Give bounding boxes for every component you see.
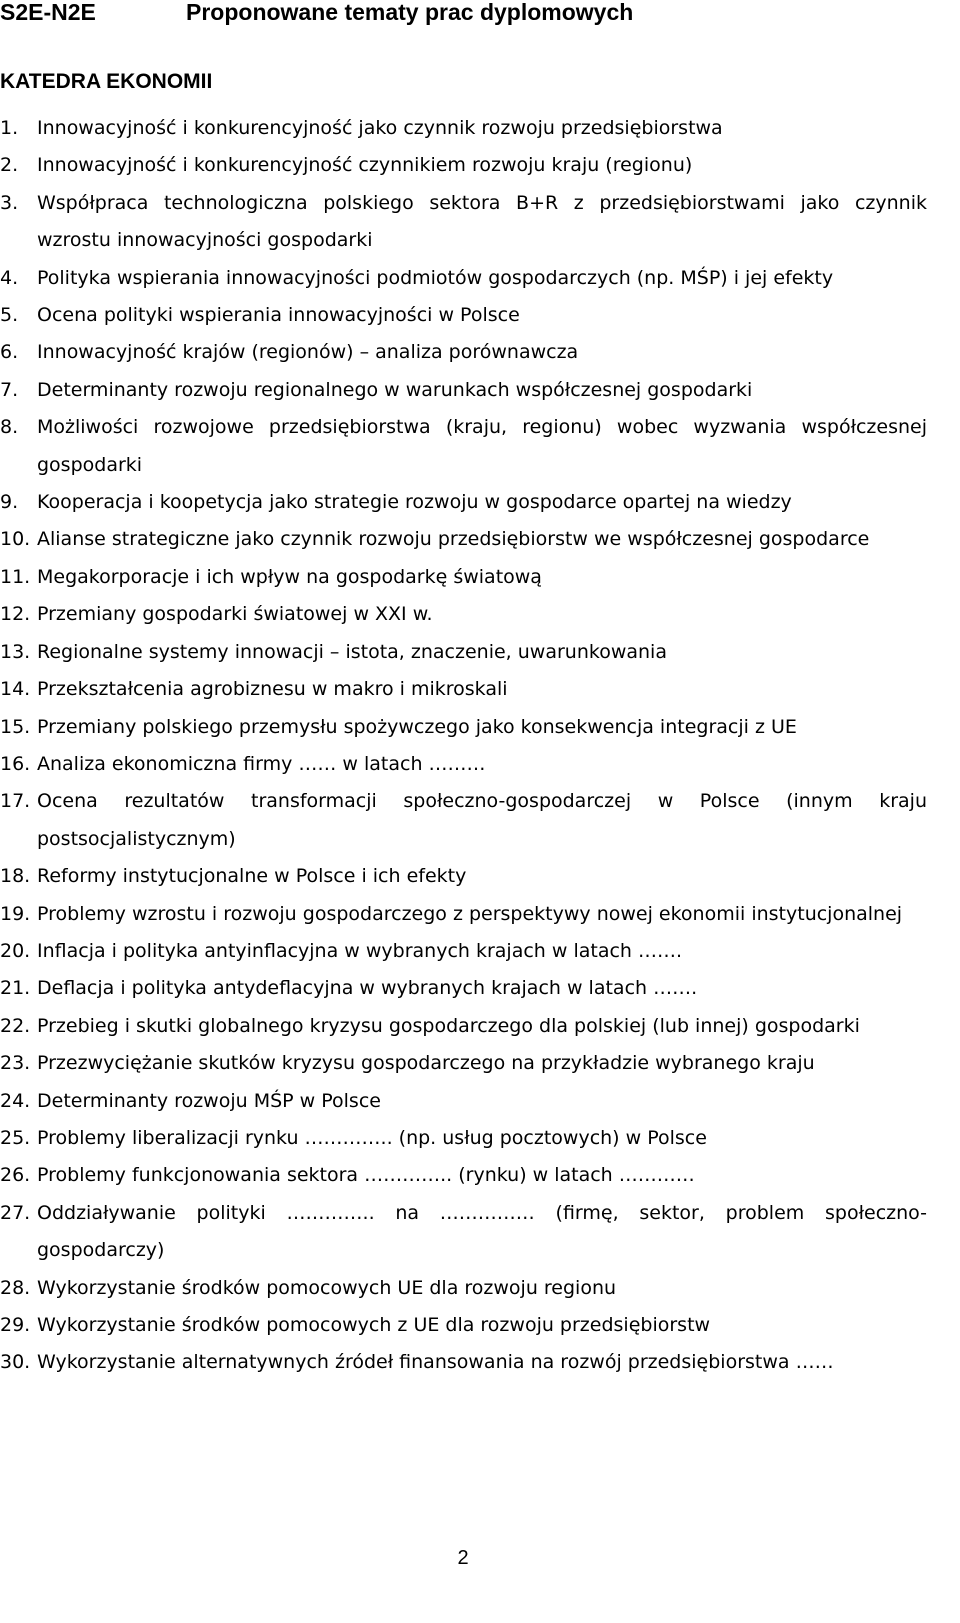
topic-item xyxy=(0,1270,960,1307)
topic-number: 11. xyxy=(0,565,31,588)
topic-number: 10. xyxy=(0,528,31,551)
section-heading: KATEDRA EKONOMII xyxy=(0,70,213,93)
topic-text: Innowacyjność i konkurencyjność czynnikiem rozwoju kraju (regionu) xyxy=(37,154,693,177)
topic-text: Regionalne systemy innowacji – istota, znaczenie, uwarunkowania xyxy=(37,640,667,663)
topic-text: Przebieg i skutki globalnego kryzysu gospodarczego dla polskiej (lub innej) gospodarki xyxy=(37,1014,860,1037)
topic-text: Innowacyjność krajów (regionów) – analiza porównawcza xyxy=(37,341,579,364)
topic-item xyxy=(0,1344,960,1381)
topic-text: Przemiany gospodarki światowej w XXI w. xyxy=(37,603,433,626)
topic-text: Wykorzystanie środków pomocowych UE dla rozwoju regionu xyxy=(37,1276,617,1299)
topic-item xyxy=(0,559,960,596)
topic-item xyxy=(0,1307,960,1344)
topic-item xyxy=(0,634,960,671)
page-number: 2 xyxy=(457,1547,469,1569)
topic-text: Problemy wzrostu i rozwoju gospodarczego z perspektywy nowej ekonomii instytucjonalnej xyxy=(37,902,903,925)
topic-text: Przezwyciężanie skutków kryzysu gospodarczego na przykładzie wybranego kraju xyxy=(37,1052,815,1075)
topic-number: 18. xyxy=(0,865,31,888)
topic-list xyxy=(0,110,960,1382)
topic-text: Inflacja i polityka antyinflacyjna w wybranych krajach w latach ……. xyxy=(37,939,683,962)
topic-number: 21. xyxy=(0,977,31,1000)
topic-item xyxy=(0,1045,960,1082)
topic-number: 3. xyxy=(0,191,19,214)
topic-number: 19. xyxy=(0,902,31,925)
topic-item xyxy=(0,933,960,970)
topic-number: 29. xyxy=(0,1314,31,1336)
topic-text: Problemy liberalizacji rynku ………….. (np. usług pocztowych) w Polsce xyxy=(37,1126,707,1149)
topic-text: Megakorporacje i ich wpływ na gospodarkę światową xyxy=(37,565,542,588)
topic-text: Reformy instytucjonalne w Polsce i ich efekty xyxy=(37,865,467,888)
topic-number: 30. xyxy=(0,1351,31,1374)
topic-item xyxy=(0,372,960,409)
topic-number: 25. xyxy=(0,1126,31,1149)
topic-number: 24. xyxy=(0,1089,31,1112)
topic-number: 4. xyxy=(0,266,19,289)
topic-item xyxy=(0,1008,960,1045)
topic-number: 28. xyxy=(0,1276,31,1299)
topic-text: Analiza ekonomiczna firmy …… w latach ……… xyxy=(37,752,486,775)
topic-number: 20. xyxy=(0,939,31,962)
topic-number: 22. xyxy=(0,1014,31,1037)
topic-item xyxy=(0,709,960,746)
topic-item xyxy=(0,896,960,933)
topic-text: Polityka wspierania innowacyjności podmiotów gospodarczych (np. MŚP) i jej efekty xyxy=(37,266,834,289)
topic-text: Kooperacja i koopetycja jako strategie rozwoju w gospodarce opartej na wiedzy xyxy=(37,491,792,514)
topic-item xyxy=(0,110,960,147)
topic-text: Wykorzystanie środków pomocowych z UE dla rozwoju przedsiębiorstw xyxy=(37,1314,711,1336)
topic-number: 17. xyxy=(0,790,31,813)
topic-text: Możliwości rozwojowe przedsiębiorstwa (kraju, regionu) wobec wyzwania współczesnej gospodarki xyxy=(37,416,927,476)
topic-item xyxy=(0,521,960,558)
topic-text: Determinanty rozwoju MŚP w Polsce xyxy=(37,1089,381,1112)
topic-number: 14. xyxy=(0,678,31,701)
topic-item xyxy=(0,1157,960,1194)
topic-item xyxy=(0,596,960,633)
topic-item xyxy=(0,783,960,858)
topic-text: Oddziaływanie polityki ………….. na …………… (firmę, sektor, problem społeczno-gospodarczy) xyxy=(37,1201,927,1262)
topic-item xyxy=(0,185,960,260)
topic-item xyxy=(0,147,960,184)
topic-number: 2. xyxy=(0,154,19,177)
topic-item xyxy=(0,334,960,371)
topic-text: Wykorzystanie alternatywnych źródeł finansowania na rozwój przedsiębiorstwa …… xyxy=(37,1351,834,1374)
topic-item xyxy=(0,970,960,1007)
topic-text: Alianse strategiczne jako czynnik rozwoju przedsiębiorstw we współczesnej gospodarce xyxy=(37,528,870,551)
topic-number: 12. xyxy=(0,603,31,626)
topic-number: 26. xyxy=(0,1164,31,1187)
topic-number: 7. xyxy=(0,378,19,401)
topic-number: 16. xyxy=(0,752,31,775)
topic-number: 8. xyxy=(0,416,19,439)
topic-number: 15. xyxy=(0,715,31,738)
topic-number: 6. xyxy=(0,341,19,364)
topic-number: 23. xyxy=(0,1052,31,1075)
topic-text: Innowacyjność i konkurencyjność jako czynnik rozwoju przedsiębiorstwa xyxy=(37,117,723,139)
course-code: S2E-N2E xyxy=(0,0,96,25)
topic-number: 1. xyxy=(0,117,19,139)
topic-item xyxy=(0,858,960,895)
topic-item xyxy=(0,746,960,783)
topic-text: Determinanty rozwoju regionalnego w warunkach współczesnej gospodarki xyxy=(37,378,753,401)
topic-item xyxy=(0,1195,960,1270)
topic-text: Problemy funkcjonowania sektora ………….. (rynku) w latach ………… xyxy=(37,1164,695,1187)
topic-item xyxy=(0,671,960,708)
topic-item xyxy=(0,409,960,484)
topic-text: Współpraca technologiczna polskiego sektora B+R z przedsiębiorstwami jako czynnik wzrostu innowacyjności gospodarki xyxy=(37,191,927,252)
topic-item xyxy=(0,260,960,297)
document-title: Proponowane tematy prac dyplomowych xyxy=(186,0,634,25)
topic-text: Ocena rezultatów transformacji społeczno-gospodarczej w Polsce (innym kraju postsocjalistycznym) xyxy=(37,790,927,850)
topic-text: Deflacja i polityka antydeflacyjna w wybranych krajach w latach ……. xyxy=(37,977,698,1000)
topic-number: 27. xyxy=(0,1201,31,1224)
topic-number: 9. xyxy=(0,491,19,514)
topic-item xyxy=(0,1083,960,1120)
topic-text: Przemiany polskiego przemysłu spożywczego jako konsekwencja integracji z UE xyxy=(37,715,797,738)
topic-number: 5. xyxy=(0,304,19,327)
page-header xyxy=(0,0,960,30)
topic-item xyxy=(0,484,960,521)
topic-text: Ocena polityki wspierania innowacyjności w Polsce xyxy=(37,304,520,327)
topic-text: Przekształcenia agrobiznesu w makro i mikroskali xyxy=(37,678,508,701)
topic-number: 13. xyxy=(0,640,31,663)
topic-item xyxy=(0,1120,960,1157)
topic-item xyxy=(0,297,960,334)
